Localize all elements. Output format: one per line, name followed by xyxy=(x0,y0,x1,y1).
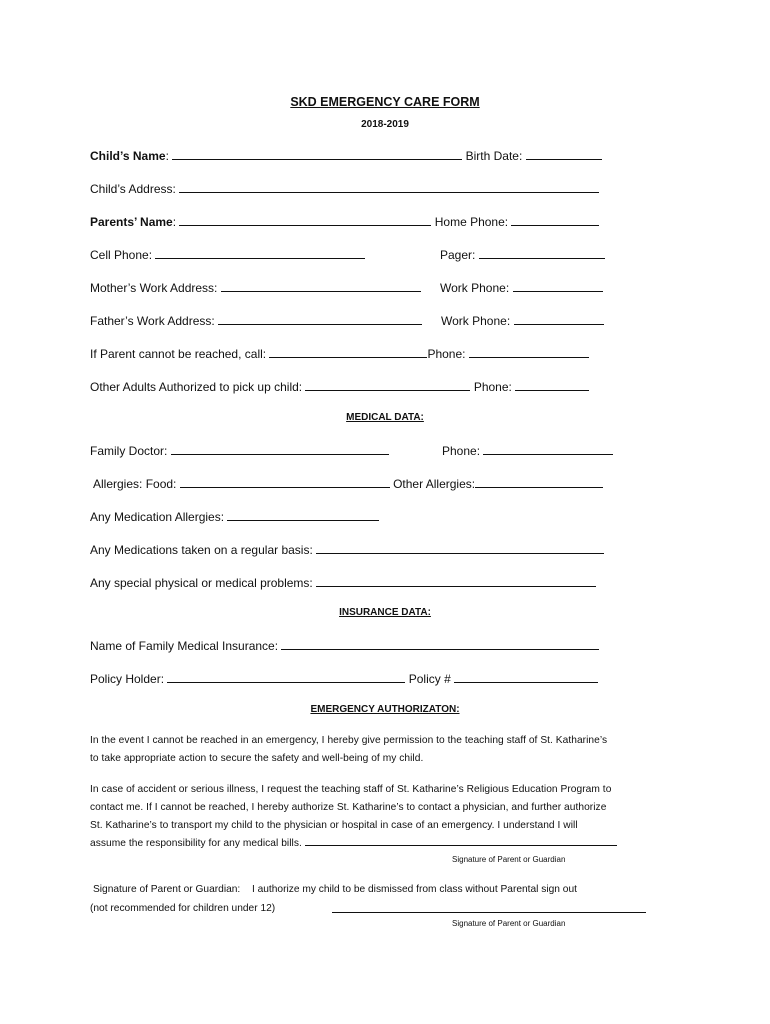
dismissal-signature-row xyxy=(332,902,646,916)
regular-medications-field[interactable] xyxy=(316,542,604,554)
medication-allergies-row xyxy=(90,509,379,524)
signature-caption-1: Signature of Parent or Guardian xyxy=(452,855,566,864)
authorization-paragraph-2 xyxy=(90,781,680,853)
childs-address-field[interactable] xyxy=(179,181,599,193)
childs-name-field[interactable] xyxy=(172,148,462,160)
pager-row xyxy=(440,247,605,262)
other-allergies-field[interactable] xyxy=(475,476,603,488)
father-work-phone-row xyxy=(441,313,604,328)
cell-phone-row xyxy=(90,247,365,262)
other-adults-label: Other Adults Authorized to pick up child: xyxy=(90,380,303,394)
paragraph-1-line-1: In the event I cannot be reached in an emergency, I hereby give permission to the teaching staff of St. Katharine’s xyxy=(90,735,608,746)
mother-work-phone-row xyxy=(440,280,603,295)
special-problems-row xyxy=(90,575,596,590)
other-adults-phone-field[interactable] xyxy=(515,379,589,391)
paragraph-2-line-1: In case of accident or serious illness, I request the teaching staff of St. Katharine’s Religious Education Program to xyxy=(90,784,612,795)
father-work-address-label: Father’s Work Address: xyxy=(90,314,215,328)
form-title: SKD EMERGENCY CARE FORM xyxy=(290,95,480,109)
medication-allergies-field[interactable] xyxy=(227,509,379,521)
family-insurance-row xyxy=(90,638,599,653)
mother-work-address-field[interactable] xyxy=(221,280,421,292)
pager-label: Pager: xyxy=(440,248,476,262)
family-insurance-label: Name of Family Medical Insurance: xyxy=(90,639,279,653)
policy-holder-field[interactable] xyxy=(167,671,405,683)
mother-work-phone-field[interactable] xyxy=(513,280,603,292)
parent-unreached-label: If Parent cannot be reached, call: xyxy=(90,347,267,361)
dismissal-row xyxy=(93,883,577,897)
parents-name-label: Parents’ Name xyxy=(90,215,173,229)
special-problems-label: Any special physical or medical problems: xyxy=(90,576,313,590)
parent-unreached-row xyxy=(90,346,589,361)
father-work-phone-label: Work Phone: xyxy=(441,314,511,328)
dismissal-note-row xyxy=(90,902,275,916)
form-year: 2018-2019 xyxy=(361,119,409,130)
cell-phone-label: Cell Phone: xyxy=(90,248,153,262)
policy-holder-label: Policy Holder: xyxy=(90,672,165,686)
other-adults-phone-label: Phone: xyxy=(473,380,512,394)
authorization-paragraph-1 xyxy=(90,732,680,768)
dismissal-note: (not recommended for children under 12) xyxy=(90,903,276,914)
mother-work-phone-label: Work Phone: xyxy=(440,281,510,295)
parent-unreached-phone-field[interactable] xyxy=(469,346,589,358)
allergies-row xyxy=(93,476,603,491)
family-doctor-row xyxy=(90,443,389,458)
parent-unreached-field[interactable] xyxy=(269,346,427,358)
allergies-food-field[interactable] xyxy=(180,476,390,488)
parent-unreached-phone-label: Phone: xyxy=(427,347,466,361)
allergies-food-label: Allergies: Food: xyxy=(93,477,177,491)
pager-field[interactable] xyxy=(479,247,605,259)
policy-row xyxy=(90,671,598,686)
signature-caption-2: Signature of Parent or Guardian xyxy=(452,919,566,928)
dismissal-text: I authorize my child to be dismissed from class without Parental sign out xyxy=(251,884,577,895)
childs-name-row: Child’s Name: Birth Date: xyxy=(90,148,602,163)
home-phone-field[interactable] xyxy=(511,214,599,226)
paragraph-1-line-2: to take appropriate action to secure the safety and well-being of my child. xyxy=(90,753,424,764)
policy-number-field[interactable] xyxy=(454,671,598,683)
birth-date-label: Birth Date: xyxy=(465,149,523,163)
family-doctor-field[interactable] xyxy=(171,443,389,455)
doctor-phone-field[interactable] xyxy=(483,443,613,455)
dismissal-signature-field[interactable] xyxy=(332,903,646,913)
other-adults-row xyxy=(90,379,589,394)
special-problems-field[interactable] xyxy=(316,575,596,587)
birth-date-field[interactable] xyxy=(526,148,602,160)
father-work-address-row xyxy=(90,313,422,328)
mother-work-address-row xyxy=(90,280,421,295)
childs-address-row xyxy=(90,181,599,196)
paragraph-2-line-2: contact me. If I cannot be reached, I hereby authorize St. Katharine’s to contact a physician, and further authorize xyxy=(90,802,607,813)
other-adults-field[interactable] xyxy=(305,379,470,391)
mother-work-address-label: Mother’s Work Address: xyxy=(90,281,218,295)
paragraph-2-line-3: St. Katharine’s to transport my child to the physician or hospital in case of an emergency. I understand I will xyxy=(90,820,578,831)
doctor-phone-row xyxy=(442,443,613,458)
childs-address-label: Child’s Address: xyxy=(90,182,176,196)
father-work-address-field[interactable] xyxy=(218,313,422,325)
medical-authorization-signature-field[interactable] xyxy=(305,836,617,846)
other-allergies-label: Other Allergies: xyxy=(393,477,476,491)
home-phone-label: Home Phone: xyxy=(434,215,509,229)
childs-name-label: Child’s Name xyxy=(90,149,166,163)
medical-data-heading: MEDICAL DATA: xyxy=(346,412,424,423)
dismissal-label: Signature of Parent or Guardian: xyxy=(93,884,241,895)
parents-name-field[interactable] xyxy=(179,214,431,226)
regular-medications-label: Any Medications taken on a regular basis: xyxy=(90,543,313,557)
doctor-phone-label: Phone: xyxy=(442,444,481,458)
insurance-data-heading: INSURANCE DATA: xyxy=(339,607,431,618)
paragraph-2-line-4: assume the responsibility for any medical bills. xyxy=(90,838,302,849)
father-work-phone-field[interactable] xyxy=(514,313,604,325)
regular-medications-row xyxy=(90,542,604,557)
emergency-authorization-heading: EMERGENCY AUTHORIZATON: xyxy=(310,704,460,715)
policy-number-label: Policy # xyxy=(408,672,451,686)
family-doctor-label: Family Doctor: xyxy=(90,444,168,458)
family-insurance-field[interactable] xyxy=(281,638,599,650)
cell-phone-field[interactable] xyxy=(155,247,365,259)
medication-allergies-label: Any Medication Allergies: xyxy=(90,510,225,524)
parents-name-row: Parents’ Name: Home Phone: xyxy=(90,214,599,229)
